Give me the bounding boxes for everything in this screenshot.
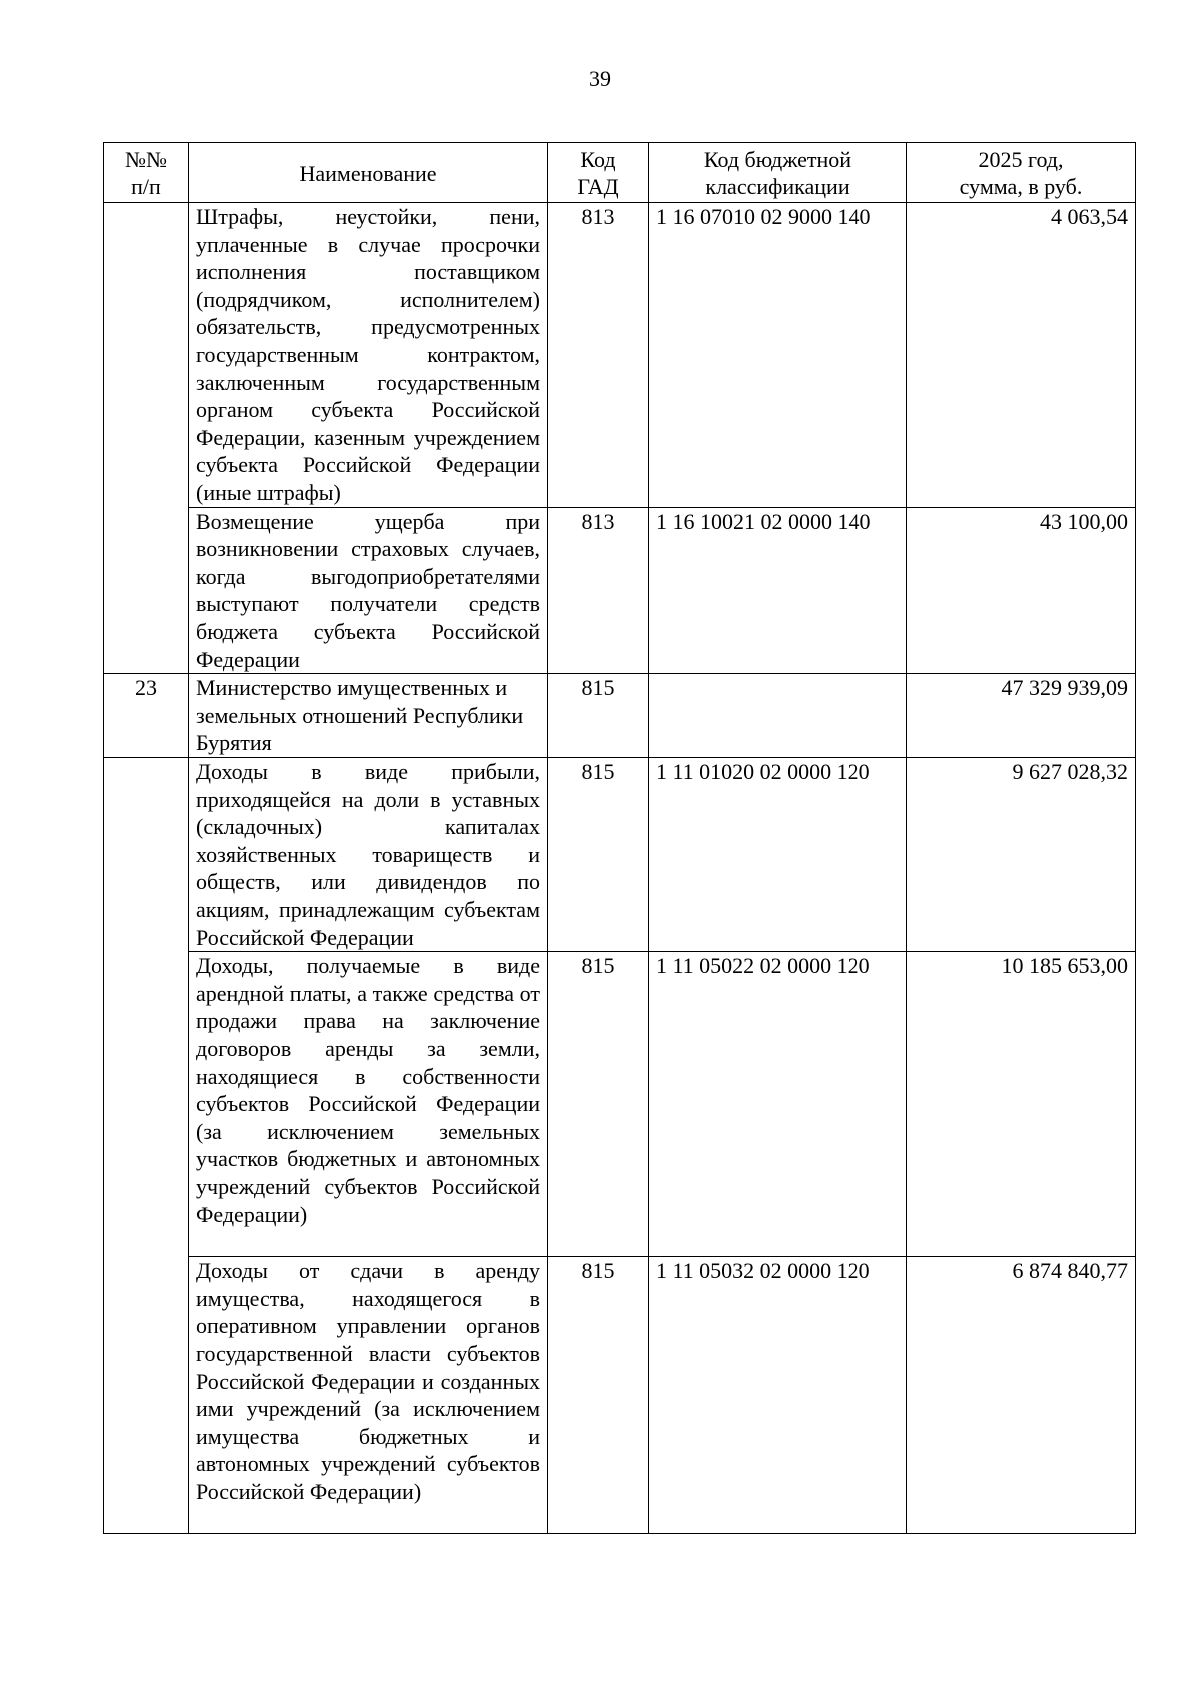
row-sum: 43 100,00 (907, 507, 1136, 674)
header-sum-2025: 2025 год, сумма, в руб. (907, 143, 1136, 203)
row-name: Доходы от сдачи в аренду имущества, находящегося в оперативном управлении органов государственной власти субъектов Российской Федерации и созданных ими учреждений (за исключением имущества бюджетных и автономных учреждений субъектов Российской Федерации) (189, 1257, 548, 1534)
table-row (104, 507, 1136, 674)
row-name: Министерство имущественных и земельных отношений Республики Бурятия (189, 674, 548, 758)
header-name: Наименование (189, 143, 548, 203)
row-budget-code: 1 11 05032 02 0000 120 (649, 1257, 907, 1534)
table-row (104, 674, 1136, 758)
row-sum: 10 185 653,00 (907, 952, 1136, 1257)
row-sum: 9 627 028,32 (907, 758, 1136, 952)
budget-revenue-table (103, 142, 1136, 1534)
row-number (104, 952, 189, 1257)
row-number (104, 203, 189, 508)
row-sum: 4 063,54 (907, 203, 1136, 508)
row-gad-code: 813 (548, 507, 649, 674)
row-budget-code: 1 11 05022 02 0000 120 (649, 952, 907, 1257)
row-gad-code: 815 (548, 1257, 649, 1534)
row-gad-code: 815 (548, 758, 649, 952)
row-number (104, 1257, 189, 1534)
row-gad-code: 813 (548, 203, 649, 508)
row-budget-code: 1 11 01020 02 0000 120 (649, 758, 907, 952)
row-name: Доходы в виде прибыли, приходящейся на доли в уставных (складочных) капиталах хозяйственных товариществ и обществ, или дивидендов по акциям, принадлежащим субъектам Российской Федерации (189, 758, 548, 952)
row-gad-code: 815 (548, 952, 649, 1257)
header-number: №№ п/п (104, 143, 189, 203)
row-name: Штрафы, неустойки, пени, уплаченные в случае просрочки исполнения поставщиком (подрядчиком, исполнителем) обязательств, предусмотренных государственным контрактом, заключенным государственным органом субъекта Российской Федерации, казенным учреждением субъекта Российской Федерации (иные штрафы) (189, 203, 548, 508)
header-budget-code: Код бюджетной классификации (649, 143, 907, 203)
row-gad-code: 815 (548, 674, 649, 758)
table-row (104, 952, 1136, 1257)
table-row (104, 1257, 1136, 1534)
row-sum: 47 329 939,09 (907, 674, 1136, 758)
table-header-row (104, 143, 1136, 203)
table-row (104, 758, 1136, 952)
row-sum: 6 874 840,77 (907, 1257, 1136, 1534)
row-name: Возмещение ущерба при возникновении страховых случаев, когда выгодоприобретателями выступают получатели средств бюджета субъекта Российской Федерации (189, 507, 548, 674)
table-row (104, 203, 1136, 508)
row-budget-code: 1 16 10021 02 0000 140 (649, 507, 907, 674)
row-number (104, 758, 189, 952)
header-gad-code: Код ГАД (548, 143, 649, 203)
row-number (104, 507, 189, 674)
row-budget-code: 1 16 07010 02 9000 140 (649, 203, 907, 508)
row-name: Доходы, получаемые в виде арендной платы, а также средства от продажи права на заключение договоров аренды за земли, находящиеся в собственности субъектов Российской Федерации (за исключением земельных участков бюджетных и автономных учреждений субъектов Российской Федерации) (189, 952, 548, 1257)
row-budget-code (649, 674, 907, 758)
row-number: 23 (104, 674, 189, 758)
page-number: 39 (589, 66, 611, 91)
